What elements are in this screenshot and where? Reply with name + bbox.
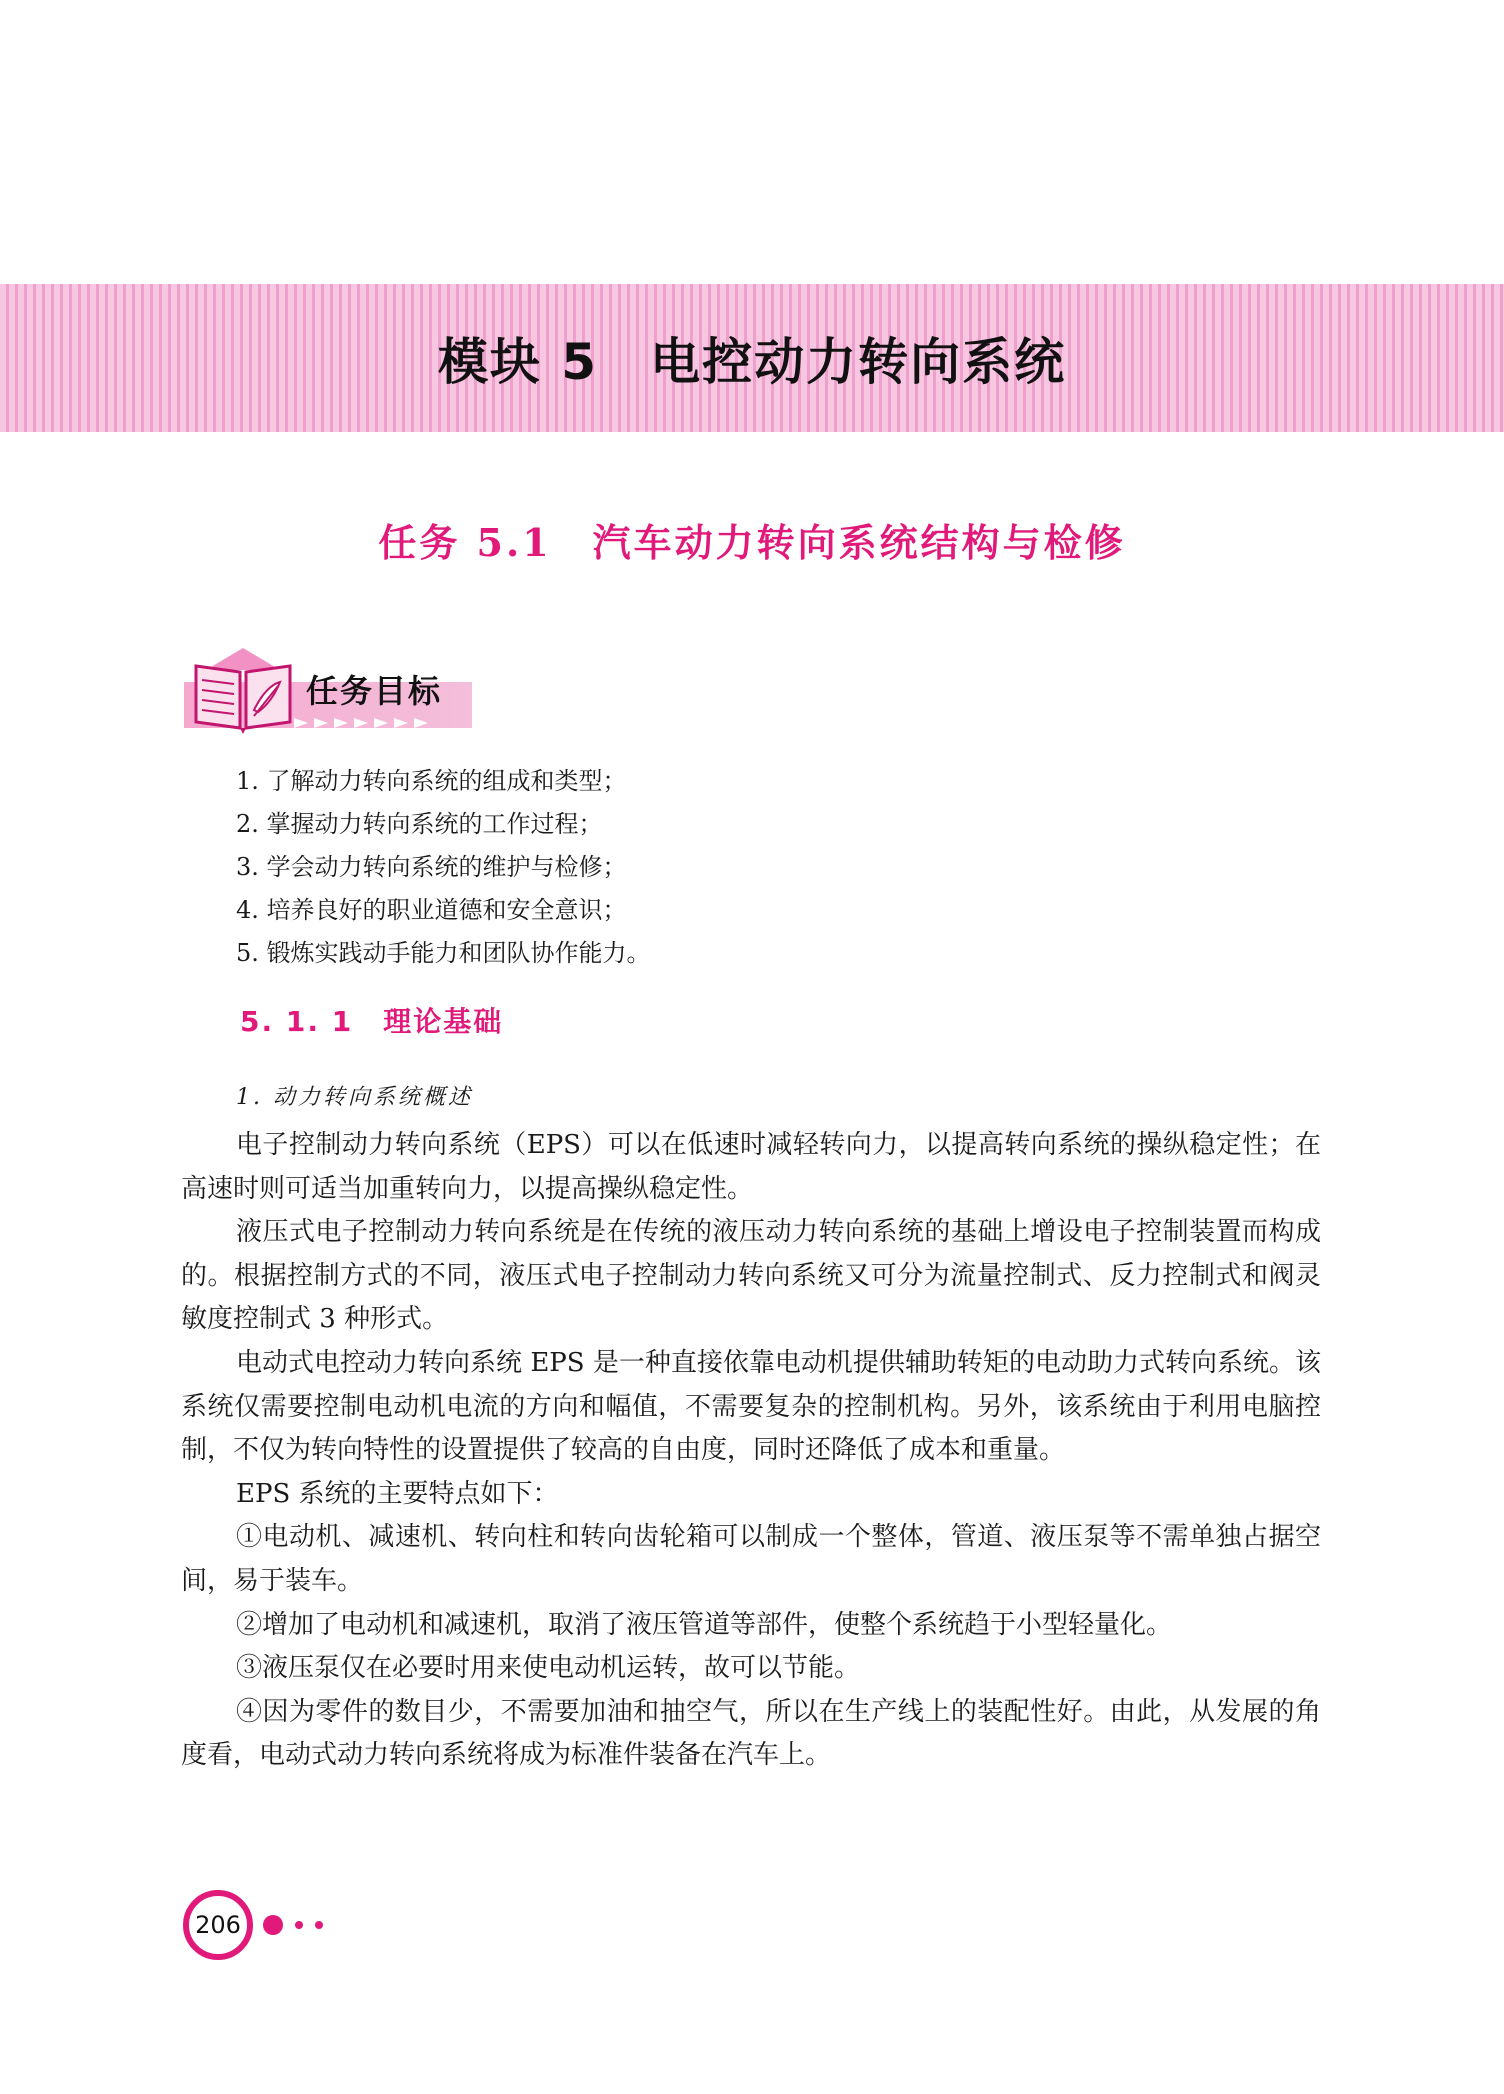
decorative-dot — [295, 1921, 303, 1929]
module-banner — [0, 284, 1504, 432]
objective-badge — [184, 646, 472, 736]
decorative-dot — [263, 1915, 283, 1935]
objective-item: 4. 培养良好的职业道德和安全意识； — [236, 896, 627, 924]
objective-item: 3. 学会动力转向系统的维护与检修； — [236, 853, 627, 881]
page-number: 206 — [183, 1890, 253, 1960]
decorative-dot — [315, 1921, 323, 1929]
open-book-icon — [188, 646, 298, 740]
paragraph: ④因为零件的数目少，不需要加油和抽空气，所以在生产线上的装配性好。由此，从发展的角度看，电动式动力转向系统将成为标准件装备在汽车上。 — [181, 1696, 1321, 1771]
objective-item: 5. 锻炼实践动手能力和团队协作能力。 — [236, 939, 651, 967]
subsection-heading: 1. 动力转向系统概述 — [236, 1085, 473, 1110]
objective-list — [236, 760, 651, 975]
section-heading: 5. 1. 1 理论基础 — [240, 1005, 504, 1038]
body-text — [181, 1124, 1321, 1778]
page-number-block — [183, 1890, 323, 1960]
module-title: 模块 5 电控动力转向系统 — [437, 333, 1067, 391]
paragraph: 电子控制动力转向系统（EPS）可以在低速时减轻转向力，以提高转向系统的操纵稳定性；在高速时则可适当加重转向力，以提高操纵稳定性。 — [181, 1130, 1321, 1204]
objective-item: 2. 掌握动力转向系统的工作过程； — [236, 810, 603, 838]
objective-item: 1. 了解动力转向系统的组成和类型； — [236, 767, 627, 795]
paragraph: ②增加了电动机和减速机，取消了液压管道等部件，使整个系统趋于小型轻量化。 — [236, 1609, 1173, 1640]
paragraph: ①电动机、减速机、转向柱和转向齿轮箱可以制成一个整体，管道、液压泵等不需单独占据空间，易于装车。 — [181, 1522, 1321, 1596]
paragraph: 电动式电控动力转向系统 EPS 是一种直接依靠电动机提供辅助转矩的电动助力式转向系统。该系统仅需要控制电动机电流的方向和幅值，不需要复杂的控制机构。另外，该系统由于利用电脑控制，不仅为转向特性的设置提供了较高的自由度，同时还降低了成本和重量。 — [181, 1347, 1321, 1466]
paragraph: 液压式电子控制动力转向系统是在传统的液压动力转向系统的基础上增设电子控制装置而构成的。根据控制方式的不同，液压式电子控制动力转向系统又可分为流量控制式、反力控制式和阀灵敏度控制式 3 种形式。 — [181, 1217, 1321, 1335]
task-title: 任务 5.1 汽车动力转向系统结构与检修 — [378, 520, 1126, 565]
arrow-decoration — [294, 718, 428, 728]
paragraph: ③液压泵仅在必要时用来使电动机运转，故可以节能。 — [236, 1653, 861, 1684]
objective-badge-label: 任务目标 — [306, 672, 443, 710]
paragraph: EPS 系统的主要特点如下： — [236, 1478, 559, 1509]
